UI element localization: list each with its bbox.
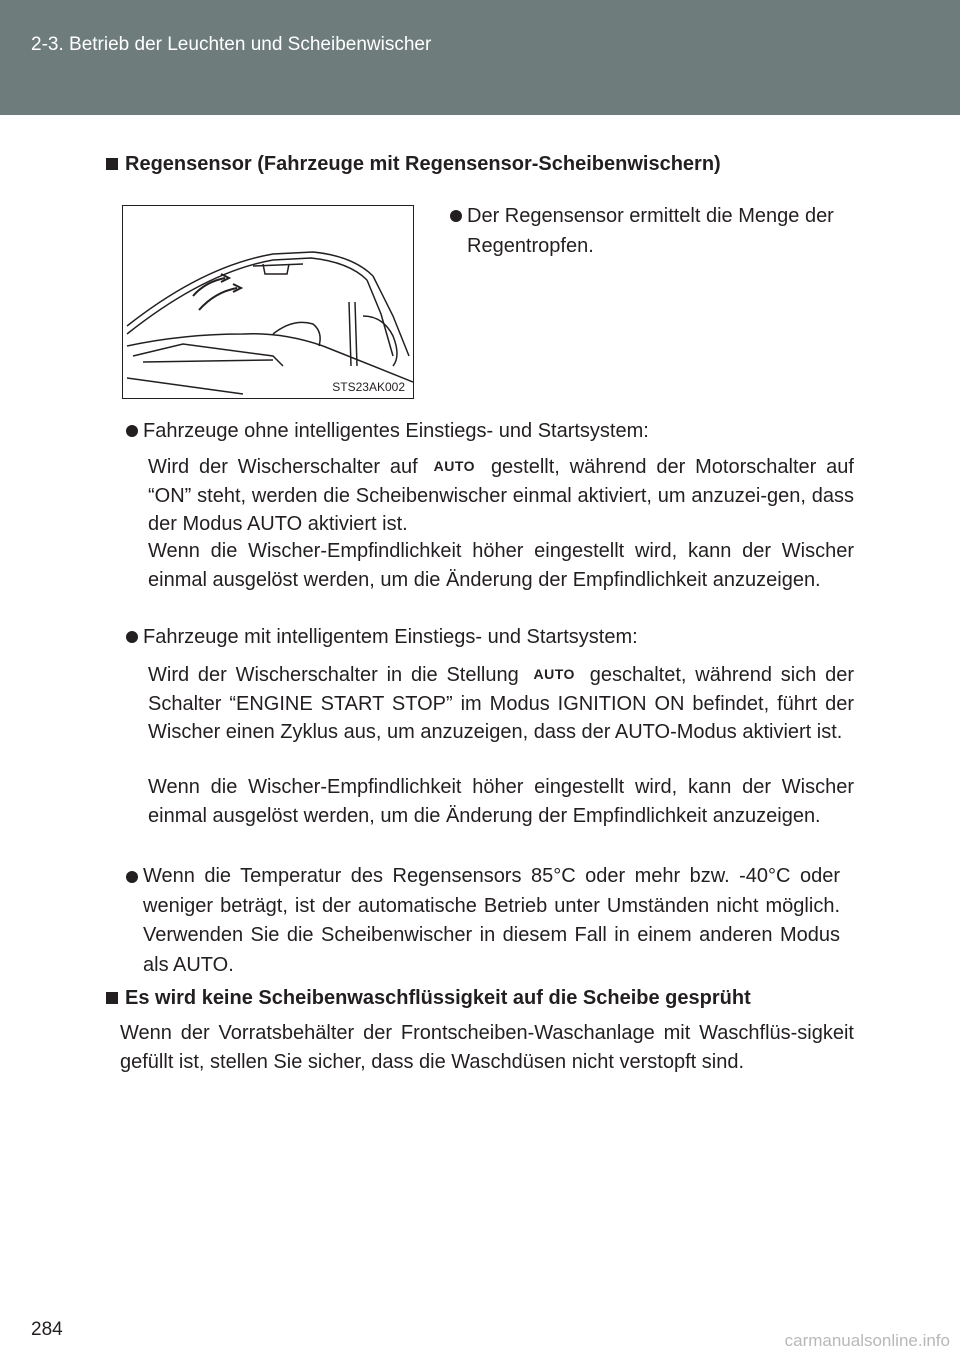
bullet-dot-icon [450,210,462,222]
bullet-dot-icon [126,871,138,883]
chapter-header [0,0,960,115]
paragraph-text: Wenn die Wischer-Empfindlichkeit höher eingestellt wird, kann der Wischer einmal ausgelöst werden, um die Änderung der Empfindlichkeit anzuzeigen. [148,540,854,591]
bullet-dot-icon [126,631,138,643]
bullet-label: Fahrzeuge ohne intelligentes Einstiegs- und Startsystem: [143,420,649,442]
figure-bullet-text: Der Regensensor ermittelt die Menge der Regentropfen. [467,205,834,257]
page-number: 284 [31,1319,63,1340]
auto-icon: AUTO [433,458,476,474]
auto-icon: AUTO [533,666,575,682]
figure-code: STS23AK002 [332,380,405,394]
paragraph-sensitivity-b [148,773,854,830]
bullet-without-smart-entry [143,416,863,446]
paragraph-washer [120,1019,854,1076]
square-bullet-icon [106,992,118,1004]
paragraph-text: gestellt, während der Motorschalter auf “ON” steht, werden die Scheibenwischer einmal aktiviert, um anzuzei-gen, dass der Modus AUTO aktiviert ist. [148,456,854,535]
section-heading-rain-sensor [106,150,721,178]
bullet-dot-icon [126,425,138,437]
paragraph-text: Wird der Wischerschalter auf [148,456,418,478]
paragraph-without-smart-entry [148,452,854,539]
paragraph-sensitivity-a [148,537,854,594]
section-heading-text: Regensensor (Fahrzeuge mit Regensensor-Scheibenwischern) [125,153,721,175]
bullet-temperature [143,862,840,980]
bullet-with-smart-entry [143,622,863,652]
paragraph-text: Wird der Wischerschalter in die Stellung [148,664,519,686]
bullet-label: Fahrzeuge mit intelligentem Einstiegs- und Startsystem: [143,626,638,648]
square-bullet-icon [106,158,118,170]
paragraph-with-smart-entry [148,660,854,747]
paragraph-text: geschaltet, während sich der Schalter “ENGINE START STOP” im Modus IGNITION ON befindet, führt der Wischer einen Zyklus aus, um anzuzeigen, dass der AUTO-Modus aktiviert ist. [148,664,855,743]
watermark: carmanualsonline.info [784,1331,950,1350]
figure-bullet [467,201,847,261]
rain-sensor-illustration [122,205,414,399]
paragraph-text: Wenn die Wischer-Empfindlichkeit höher eingestellt wird, kann der Wischer einmal ausgelöst werden, um die Änderung der Empfindlichkeit anzuzeigen. [148,776,854,827]
section-heading-text: Es wird keine Scheibenwaschflüssigkeit auf die Scheibe gesprüht [125,987,751,1009]
paragraph-text: Wenn der Vorratsbehälter der Frontscheiben-Waschanlage mit Waschflüs-sigkeit gefüllt ist, stellen Sie sicher, dass die Waschdüsen nicht verstopft sind. [120,1022,854,1073]
chapter-title: 2-3. Betrieb der Leuchten und Scheibenwischer [31,34,432,55]
bullet-temperature-text: Wenn die Temperatur des Regensensors 85°C oder mehr bzw. -40°C oder weniger beträgt, ist der automatische Betrieb unter Umständen nicht möglich. Verwenden Sie die Scheibenwischer in diesem Fall in einem anderen Modus als AUTO. [143,865,840,976]
windshield-drawing [123,206,413,398]
section-heading-washer [106,984,751,1012]
